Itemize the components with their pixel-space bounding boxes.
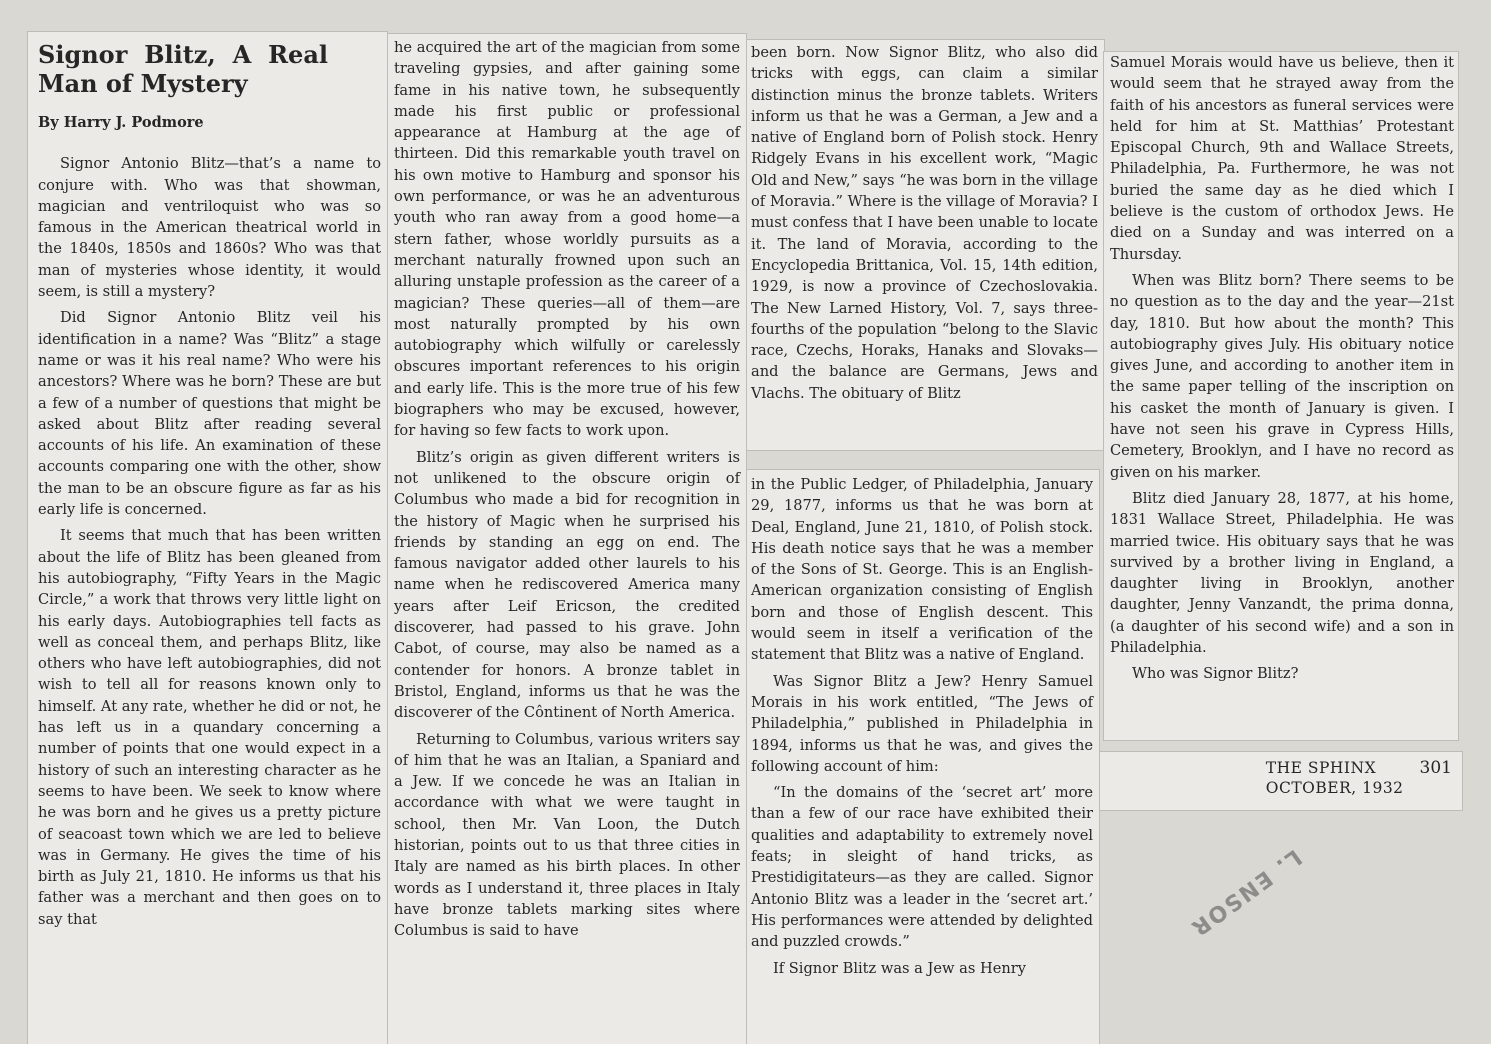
paragraph: Signor Antonio Blitz—that’s a name to conjure with. Who was that showman, magician and ventriloquist who was so famous in the American theatrical world in the 1840s, 1850s and 1860s? Who was that man of mysteries whose identity, it would seem, is still a mystery? [38, 155, 381, 301]
column-2-clipping [388, 34, 746, 1044]
column-3-bottom-clipping [747, 470, 1099, 1044]
publication-name: THE SPHINX [1265, 759, 1377, 777]
column-3-top-clipping [747, 40, 1104, 450]
paragraph: Samuel Morais would have us believe, then it would seem that he strayed away from the faith of his ancestors as funeral services were held for him at St. Matthias’ Protestant Episcopal Church, 9th and Wallace Streets, Philadelphia, Pa. Furthermore, he was not buried the same day as he died which I believe is the custom of orthodox Jews. He died on a Sunday and was interred on a Thursday. [1110, 54, 1454, 263]
paragraph: It seems that much that has been written about the life of Blitz has been gleaned from his autobiography, “Fifty Years in the Magic Circle,” a work that throws very little light on his early days. Autobiographies tell facts as well as conceal them, and perhaps Blitz, like others who have left autobiographies, did not wish to tell all for reasons known only to himself. At any rate, whether he did or not, he has left us in a quandary concerning a number of points that one would expect in a history of such an interesting character as he seems to have been. We seek to know where he was born and he gives us a pretty picture of seacoast town which we are led to believe was in Germany. He gives the time of his birth as July 21, 1810. He informs us that his father was a merchant and then goes on to say that [38, 527, 381, 928]
publication-date: OCTOBER, 1932 [1265, 779, 1404, 797]
source-label-clipping [1100, 752, 1462, 810]
paragraph: he acquired the art of the magician from some traveling gypsies, and after gaining some fame in his native town, he subsequently made his first public or professional appearance at Hamburg at the age of thirteen. Did this remarkable youth travel on his own motive to Hamburg and sponsor his own performance, or was he an adventurous youth who ran away from a good home—a stern father, whose worldly pursuits as a merchant naturally frowned upon such an alluring unstaple profession as the career of a magician? These queries—all of them—are most naturally prompted by his own autobiography which wilfully or carelessly obscures important references to his origin and early life. This is the more true of his few biographers who may be excused, however, for having so few facts to work upon. [394, 39, 740, 440]
paragraph: been born. Now Signor Blitz, who also did tricks with eggs, can claim a similar distinction minus the bronze tablets. Writers inform us that he was a German, a Jew and a native of England born of Polish stock. Henry Ridgely Evans in his excellent work, “Magic Old and New,” says “he was born in the village of Moravia.” Where is the village of Moravia? I must confess that I have been unable to locate it. The land of Moravia, according to the Encyclopedia Brittanica, Vol. 15, 14th edition, 1929, is now a province of Czechoslovakia. The New Larned History, Vol. 7, says three-fourths of the population “belong to the Slavic race, Czechs, Horaks, Hanaks and Slovaks—and the balance are Germans, Jews and Vlachs. The obituary of Blitz [751, 44, 1098, 402]
paragraph: Did Signor Antonio Blitz veil his identification in a name? Was “Blitz” a stage name or was it his real name? Who were his ancestors? Where was he born? These are but a few of a number of questions that might be asked about Blitz after reading several accounts of his life. An examination of these accounts comparing one with the other, show the man to be an obscure figure as far as his early life is concerned. [38, 309, 381, 519]
column-4-clipping [1104, 52, 1458, 740]
closing-question: Who was Signor Blitz? [1132, 665, 1299, 683]
paragraph: When was Blitz born? There seems to be no question as to the day and the year—21st day, 1810. But how about the month? This autobiography gives July. His obituary notice gives June, and according to another item in the same paper telling of the inscription on his casket the month of January is given. I have not seen his grave in Cypress Hills, Cemetery, Brooklyn, and I have no record as given on his marker. [1110, 271, 1454, 481]
article-byline: By Harry J. Podmore [38, 114, 204, 131]
paragraph: Blitz’s origin as given different writers is not unlikened to the obscure origin of Columbus who made a bid for recognition in the history of Magic when he surprised his friends by standing an egg on end. The famous navigator added other laurels to his name when he rediscovered America many years after Leif Ericson, the credited discoverer, had passed to his grave. John Cabot, of course, may also be named as a contender for honors. A bronze tablet in Bristol, England, informs us that he was the discoverer of the Côntinent of North America. [394, 448, 740, 722]
paragraph: Blitz died January 28, 1877, at his home, 1831 Wallace Street, Philadelphia. He was married twice. His obituary says that he was survived by a brother living in England, a daughter living in Brooklyn, another daughter, Jenny Vanzandt, the prima donna, (a daughter of his second wife) and a son in Philadelphia. [1110, 489, 1454, 657]
quote-paragraph: “In the domains of the ‘secret art’ more than a few of our race have exhibited their qualities and adaptability to extremely novel feats; in sleight of hand tricks, as Prestidigitateurs—as they are called. Signor Antonio Blitz was a leader in the ‘secret art.’ His performances were attended by delighted and puzzled crowds.” [751, 784, 1093, 951]
paragraph: Was Signor Blitz a Jew? Henry Samuel Morais in his work entitled, “The Jews of Philadelphia,” published in Philadelphia in 1894, informs us that he was, and gives the following account of him: [751, 672, 1093, 775]
article-title: Signor Blitz, A Real Man of Mystery [38, 40, 328, 98]
page-number: 301 [1419, 758, 1452, 778]
paragraph: Returning to Columbus, various writers say of him that he was an Italian, a Spaniard and a Jew. If we concede he was an Italian in accordance with what we were taught in school, then Mr. Van Loon, the Dutch historian, points out to us that three cities in Italy are named as his birth places. In other words as I understand it, three places in Italy have bronze tablets marking sites where Columbus is said to have [394, 730, 740, 940]
column-1-clipping [28, 32, 387, 1044]
ensor-stamp: L. ENSOR [1185, 843, 1306, 942]
paragraph: in the Public Ledger, of Philadelphia, January 29, 1877, informs us that he was born at Deal, England, June 21, 1810, of Polish stock. His death notice says that he was a member of the Sons of St. George. This is an English-American organization consisting of English born and those of English descent. This would seem in itself a verification of the statement that Blitz was a native of England. [751, 476, 1093, 664]
paragraph: If Signor Blitz was a Jew as Henry [773, 959, 1026, 977]
